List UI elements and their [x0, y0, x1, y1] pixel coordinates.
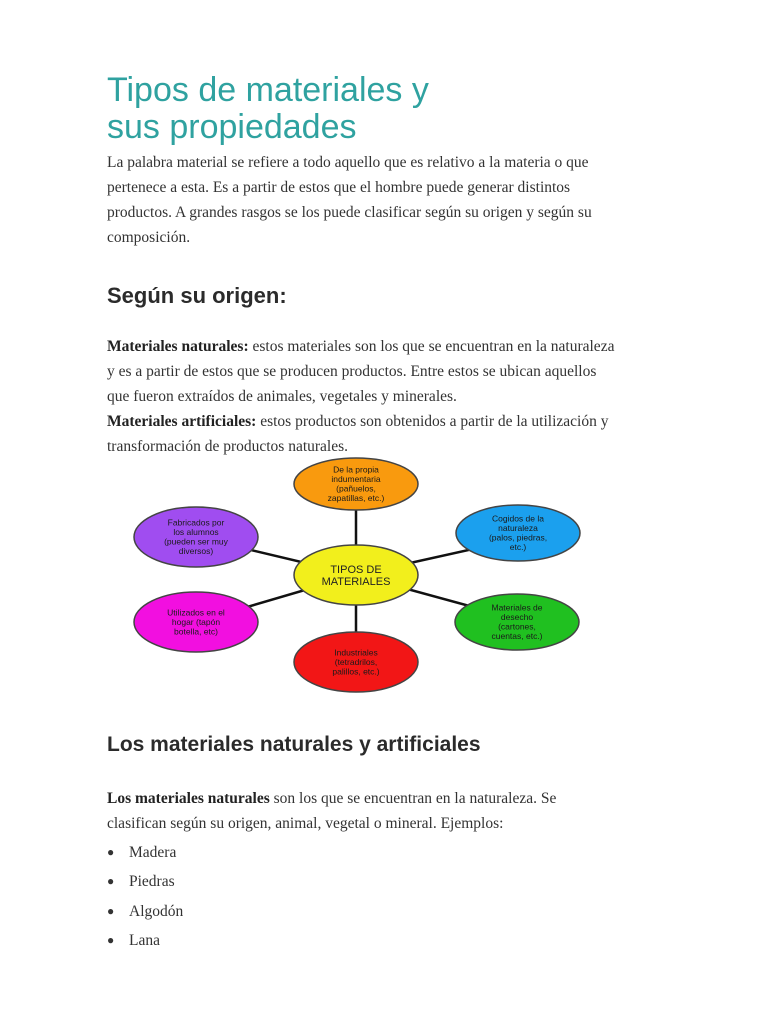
diagram-node-label: hogar (tapón	[171, 616, 221, 627]
naturales-text: y es a partir de estos que se producen productos. Entre estos se ubican aquellos	[107, 363, 597, 380]
naturales-text: que fueron extraídos de animales, vegetales y minerales.	[107, 388, 457, 405]
diagram-node-label: naturaleza	[498, 523, 538, 534]
artificiales-label: Materiales artificiales:	[107, 413, 257, 430]
diagram-node-top-right	[456, 505, 580, 561]
list-item	[107, 899, 183, 928]
diagram-node-top-left	[134, 507, 258, 567]
diagram-node-label: TIPOS DE	[330, 563, 382, 576]
diagram-node-label: (tetradrilos,	[334, 656, 378, 667]
list-item-text: Piedras	[129, 873, 175, 891]
diagram-node-label: MATERIALES	[321, 575, 391, 588]
intro-line: composición.	[107, 229, 191, 246]
diagram-node-label: palillos, etc.)	[332, 666, 380, 677]
diagram-node-label: (pueden ser muy	[164, 536, 228, 547]
materials-diagram	[128, 457, 588, 697]
diagram-node-label: Utilizados en el	[167, 607, 225, 618]
page-title-line-1: Tipos de materiales y	[107, 71, 429, 109]
page-title	[107, 72, 567, 146]
naturales-text-2: son los que se encuentran en la naturaleza. Se	[269, 790, 557, 807]
diagram-node-label: desecho	[500, 612, 534, 623]
examples-list	[107, 840, 183, 957]
section-heading-origen: Según su origen:	[107, 283, 287, 308]
intro-paragraph	[107, 150, 667, 250]
diagram-node-label: (palos, piedras,	[488, 532, 548, 543]
diagram-nodes	[134, 458, 580, 692]
diagram-node-label: cuentas, etc.)	[491, 631, 543, 642]
diagram-node-label: Cogidos de la	[492, 513, 544, 524]
diagram-node-top	[294, 458, 418, 510]
intro-line: La palabra material se refiere a todo aquello que es relativo a la materia o que	[107, 154, 589, 171]
diagram-node-label: zapatillas, etc.)	[327, 493, 385, 504]
diagram-node-label: etc.)	[509, 542, 527, 553]
diagram-node-label: indumentaria	[331, 474, 381, 485]
naturales-label-2: Los materiales naturales	[107, 790, 270, 807]
list-item-text: Madera	[129, 844, 177, 861]
bullet-icon: ●	[107, 903, 115, 918]
origen-paragraph	[107, 334, 667, 459]
diagram-node-label: (pañuelos,	[336, 483, 376, 494]
diagram-node-label: diversos)	[178, 546, 214, 557]
list-item	[107, 840, 183, 869]
bullet-icon: ●	[107, 874, 115, 889]
page-title-line-2: sus propiedades	[107, 108, 357, 146]
list-item-text: Lana	[129, 931, 160, 949]
list-item	[107, 928, 183, 957]
naturales-paragraph	[107, 786, 667, 836]
intro-line: pertenece a esta. Es a partir de estos que el hombre puede generar distintos	[107, 179, 571, 196]
diagram-node-label: Industriales	[334, 647, 378, 658]
naturales-label: Materiales naturales:	[107, 338, 249, 355]
diagram-node-bottom-left	[134, 592, 258, 652]
naturales-text: estos materiales son los que se encuentran en la naturaleza	[248, 338, 615, 355]
list-item	[107, 869, 183, 898]
section-heading-naturales-artificiales: Los materiales naturales y artificiales	[107, 733, 481, 756]
diagram-node-label: De la propia	[333, 464, 379, 475]
artificiales-text: transformación de productos naturales.	[107, 438, 349, 455]
list-item-text: Algodón	[129, 902, 184, 920]
bullet-icon: ●	[107, 932, 115, 947]
naturales-text-2: clasifican según su origen, animal, vegetal o mineral. Ejemplos:	[107, 815, 504, 832]
diagram-node-label: los alumnos	[173, 527, 219, 538]
artificiales-text: estos productos son obtenidos a partir de la utilización y	[256, 413, 609, 430]
diagram-node-center	[294, 545, 418, 605]
intro-line: productos. A grandes rasgos se los puede clasificar según su origen y según su	[107, 204, 592, 221]
diagram-node-bottom	[294, 632, 418, 692]
diagram-node-label: (cartones,	[498, 621, 536, 632]
diagram-node-label: Materiales de	[491, 602, 543, 613]
bullet-icon: ●	[107, 845, 115, 859]
diagram-node-label: botella, etc)	[174, 626, 218, 637]
diagram-node-bottom-right	[455, 594, 579, 650]
diagram-node-label: Fabricados por	[167, 517, 225, 528]
